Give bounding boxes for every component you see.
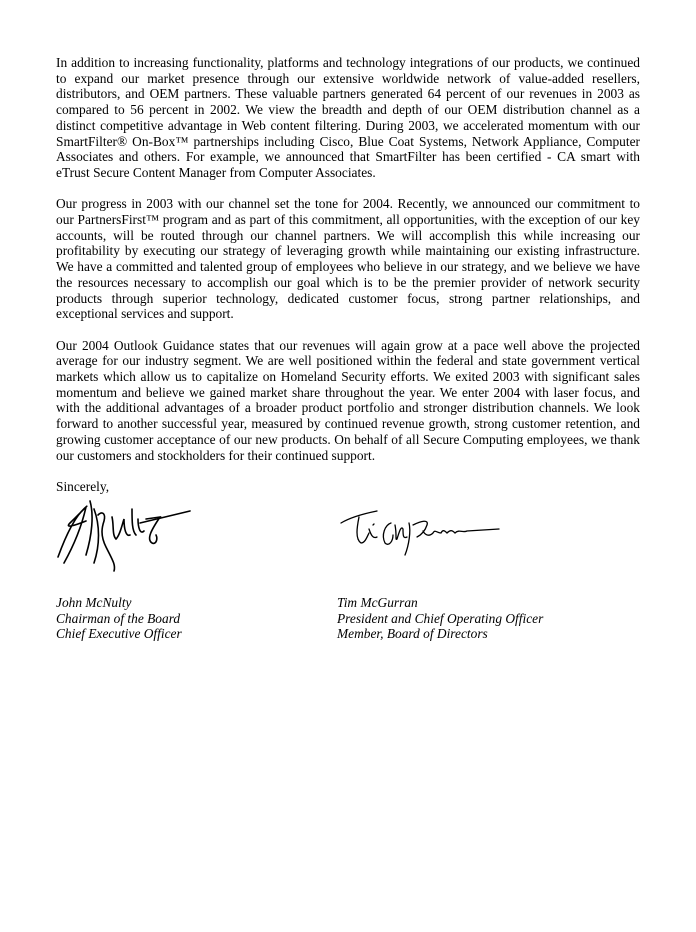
signatory-title: Chairman of the Board [56, 610, 181, 626]
signatory-name: John McNulty [56, 595, 132, 610]
signatory-title: Member, Board of Directors [337, 626, 488, 642]
closing-salutation: Sincerely, [56, 478, 110, 494]
paragraph-partnersfirst: Our progress in 2003 with our channel set the tone for 2004. Recently, we announced our commitment to our PartnersFirst™ program and as part of this commitment, all opportunities, with the exception of our key accounts, will be routed through our channel partners. We will accomplish this while increasing our profitability by executing our strategy of leveraging growth while maintaining our existing infrastructure. We have a committed and talented group of employees who believe in our strategy, and we believe we have the resources necessary to accomplish our goal which is to be the premier provider of network security products through superior technology, dedicated customer focus, strong partner relationships, and exceptional services and support. [56, 196, 640, 322]
signature-block-mcgurran [337, 495, 637, 642]
signatory-mcgurran [337, 595, 543, 642]
paragraph-outlook: Our 2004 Outlook Guidance states that our revenues will again grow at a pace well above the projected average for our industry segment. We are well positioned within the federal and state government vertical markets which allow us to capitalize on Homeland Security efforts. We exited 2003 with significant sales momentum and believe we gained market share throughout the year. We enter 2004 with laser focus, and with the additional advantages of a broader product portfolio and stronger distribution channels. We look forward to another successful year, measured by continued revenue growth, strong customer retention, and growing customer acceptance of our new products. On behalf of all Secure Computing employees, we thank our customers and stockholders for their continued support. [56, 337, 640, 463]
signatory-title: President and Chief Operating Officer [337, 610, 544, 626]
letter-body [56, 55, 640, 495]
signature-block-mcnulty [56, 495, 356, 642]
signatory-mcnulty [56, 595, 182, 642]
signature-mcnulty-icon [56, 495, 356, 575]
signatory-name: Tim McGurran [337, 595, 418, 610]
signature-mcgurran-icon [337, 495, 637, 575]
signatory-title: Chief Executive Officer [56, 626, 182, 642]
paragraph-channel-partners: In addition to increasing functionality, platforms and technology integrations of our products, we continued to expand our market presence through our extensive worldwide network of value-added resellers, distributors, and OEM partners. These valuable partners generated 64 percent of our revenues in 2003 as compared to 56 percent in 2002. We view the breadth and depth of our OEM distribution channel as a distinct competitive advantage in Web content filtering. During 2003, we accelerated momentum with our SmartFilter® On-Box™ partnerships including Cisco, Blue Coat Systems, Network Appliance, Computer Associates and others. For example, we announced that SmartFilter has been certified - CA smart with eTrust Secure Content Manager from Computer Associates. [56, 55, 640, 180]
